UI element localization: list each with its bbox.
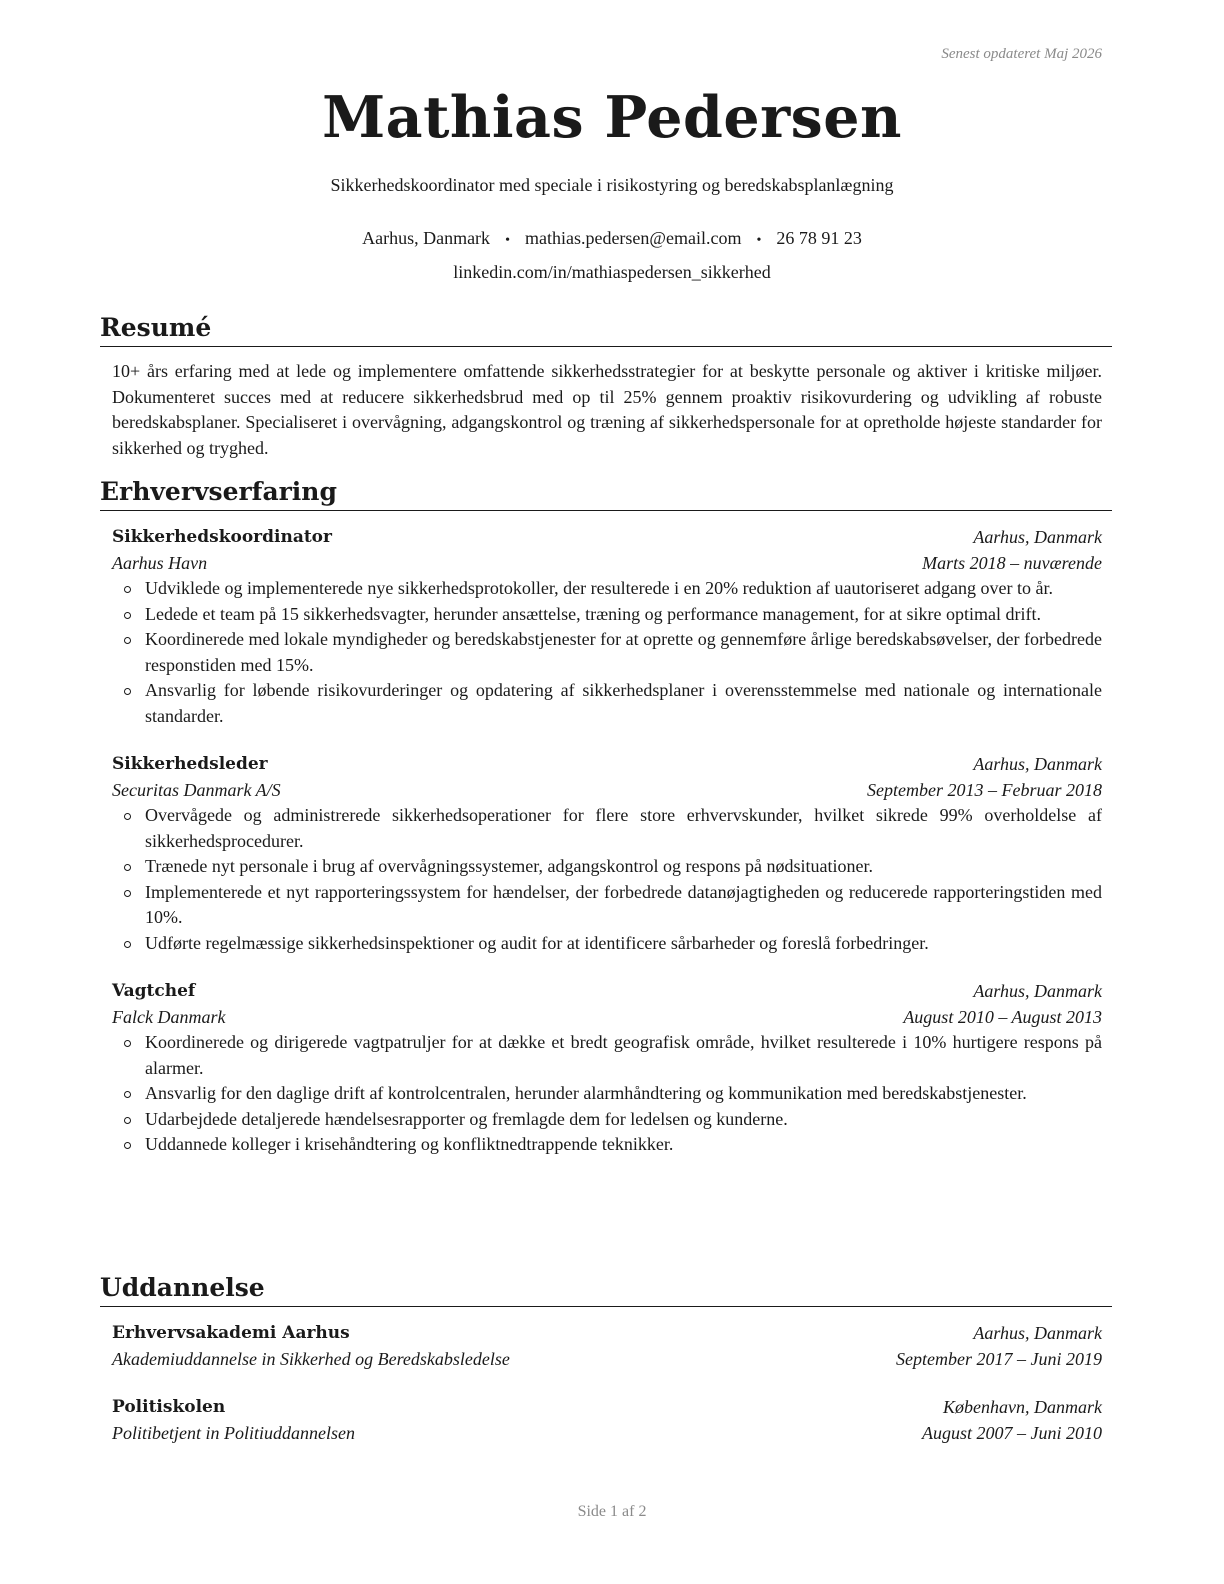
candidate-name: Mathias Pedersen — [322, 84, 902, 151]
job-role: Sikkerhedskoordinator — [112, 527, 332, 547]
school-location: Aarhus, Danmark — [973, 1323, 1102, 1343]
job-company: Securitas Danmark A/S — [112, 779, 281, 800]
contact-line — [0, 228, 1224, 249]
education-section — [100, 1272, 1112, 1446]
job-bullets — [112, 576, 1102, 729]
school-name: Politiskolen — [112, 1397, 226, 1417]
job-role: Sikkerhedsleder — [112, 754, 268, 774]
education-entry — [112, 1321, 1102, 1372]
job-company: Aarhus Havn — [112, 552, 208, 573]
bullet-item: Overvågede og administrerede sikkerhedsoperationer for flere store erhvervskunder, hvilket sikrede 99% overholdelse af sikkerhedsprocedurer. — [145, 803, 1102, 854]
job-role: Vagtchef — [112, 981, 196, 1001]
bullet-item: Udførte regelmæssige sikkerhedsinspektioner og audit for at identificere sårbarheder og foreslå forbedringer. — [145, 931, 1102, 957]
job-dates: August 2010 – August 2013 — [903, 1006, 1102, 1027]
last-updated-note: Senest opdateret Maj 2026 — [941, 46, 1102, 62]
separator-dot: • — [756, 233, 762, 248]
job-location: Aarhus, Danmark — [973, 981, 1102, 1001]
job-dates: September 2013 – Februar 2018 — [867, 779, 1102, 800]
bullet-item: Ansvarlig for den daglige drift af kontrolcentralen, herunder alarmhåndtering og kommunikation med beredskabstjenester. — [145, 1081, 1102, 1107]
degree: Politibetjent in Politiuddannelsen — [112, 1422, 355, 1443]
job-entry — [112, 525, 1102, 729]
job-entry — [112, 752, 1102, 956]
school-name: Erhvervsakademi Aarhus — [112, 1323, 350, 1343]
professional-tagline: Sikkerhedskoordinator med speciale i risikostyring og beredskabsplanlægning — [330, 175, 894, 195]
separator-dot: • — [505, 233, 510, 248]
job-location: Aarhus, Danmark — [973, 754, 1102, 774]
degree: Akademiuddannelse in Sikkerhed og Beredskabsledelse — [112, 1348, 510, 1369]
experience-section — [100, 476, 1112, 1158]
job-bullets — [112, 1030, 1102, 1158]
education-entry — [112, 1395, 1102, 1446]
bullet-item: Ledede et team på 15 sikkerhedsvagter, herunder ansættelse, træning og performance management, for at sikre optimal drift. — [145, 602, 1102, 628]
bullet-item: Ansvarlig for løbende risikovurderinger og opdatering af sikkerhedsplaner i overensstemmelse med nationale og internationale standarder. — [145, 678, 1102, 729]
education-dates: September 2017 – Juni 2019 — [896, 1348, 1102, 1369]
job-location: Aarhus, Danmark — [973, 527, 1102, 547]
section-title-experience: Erhvervserfaring — [100, 476, 1112, 511]
job-bullets — [112, 803, 1102, 956]
bullet-item: Koordinerede med lokale myndigheder og beredskabstjenester for at oprette og gennemføre årlige beredskabsøvelser, der forbedrede responstiden med 15%. — [145, 627, 1102, 678]
section-title-summary: Resumé — [100, 312, 1112, 347]
school-location: København, Danmark — [943, 1397, 1102, 1417]
bullet-item: Koordinerede og dirigerede vagtpatruljer for at dække et bredt geografisk område, hvilket resulterede i 10% hurtigere respons på alarmer. — [145, 1030, 1102, 1081]
bullet-item: Trænede nyt personale i brug af overvågningssystemer, adgangskontrol og respons på nødsituationer. — [145, 854, 1102, 880]
page-number: Side 1 af 2 — [577, 1503, 647, 1520]
summary-section — [100, 312, 1112, 461]
contact-email[interactable]: mathias.pedersen@email.com — [524, 228, 742, 248]
bullet-item: Uddannede kolleger i krisehåndtering og konfliktnedtrappende teknikker. — [145, 1132, 1102, 1158]
bullet-item: Udviklede og implementerede nye sikkerhedsprotokoller, der resulterede i en 20% reduktion af uautoriseret adgang over to år. — [145, 576, 1102, 602]
summary-text: 10+ års erfaring med at lede og implementere omfattende sikkerhedsstrategier for at beskytte personale og aktiver i kritiske miljøer. Dokumenteret succes med at reducere sikkerhedsbrud med op til 25% gennem proaktiv risikovurdering og udvikling af robuste beredskabsplaner. Specialiseret i overvågning, adgangskontrol og træning af sikkerhedspersonale for at opretholde højeste standarder for sikkerhed og tryghed. — [112, 361, 1102, 458]
contact-phone: 26 78 91 23 — [776, 228, 862, 248]
section-title-education: Uddannelse — [100, 1272, 1112, 1307]
contact-location: Aarhus, Danmark — [362, 228, 491, 248]
bullet-item: Udarbejdede detaljerede hændelsesrapporter og fremlagde dem for ledelsen og kunderne. — [145, 1107, 1102, 1133]
bullet-item: Implementerede et nyt rapporteringssystem for hændelser, der forbedrede datanøjagtigheden og reducerede rapporteringstiden med 10%. — [145, 880, 1102, 931]
education-dates: August 2007 – Juni 2010 — [922, 1422, 1102, 1443]
job-dates: Marts 2018 – nuværende — [922, 552, 1102, 573]
job-entry — [112, 979, 1102, 1158]
job-company: Falck Danmark — [112, 1006, 226, 1027]
linkedin-link[interactable]: linkedin.com/in/mathiaspedersen_sikkerhed — [453, 262, 771, 282]
